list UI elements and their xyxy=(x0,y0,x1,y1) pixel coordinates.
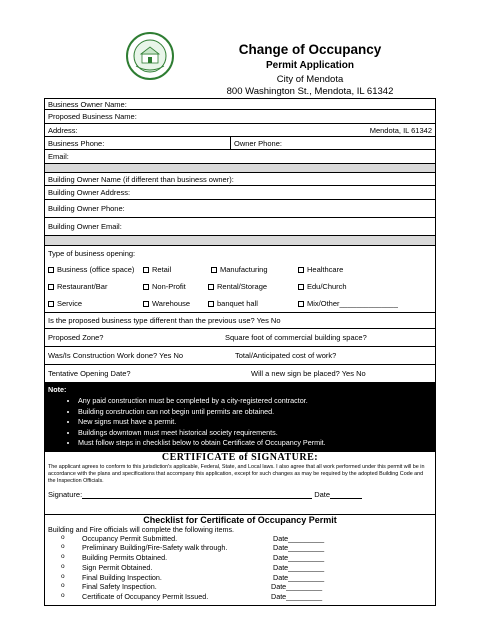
checkbox-icon xyxy=(143,301,149,307)
checkbox-icon xyxy=(48,267,54,273)
new-sign-label[interactable]: Will a new sign be placed? Yes No xyxy=(251,369,366,378)
address-value: Mendota, IL 61342 xyxy=(369,125,432,135)
checklist-item: o Sign Permit Obtained. Date_________ xyxy=(61,562,325,572)
checklist-list xyxy=(45,534,435,603)
checklist-item: o Final Building Inspection. Date_________ xyxy=(61,572,325,582)
option-business-office[interactable]: Business (office space) xyxy=(48,265,134,274)
business-phone-label: Business Phone: xyxy=(48,138,105,148)
building-owner-name-field[interactable] xyxy=(45,173,435,186)
checklist-date-field[interactable]: Date_________ xyxy=(271,582,323,592)
note-section xyxy=(45,383,435,452)
option-edu-church[interactable]: Edu/Church xyxy=(298,282,347,291)
section-divider xyxy=(45,164,435,173)
option-healthcare[interactable]: Healthcare xyxy=(298,265,343,274)
business-owner-name-label: Business Owner Name: xyxy=(48,99,127,109)
checkbox-icon xyxy=(143,284,149,290)
option-non-profit[interactable]: Non-Profit xyxy=(143,282,186,291)
option-warehouse[interactable]: Warehouse xyxy=(143,299,190,308)
section-divider xyxy=(45,236,435,246)
note-list xyxy=(48,396,432,449)
checkbox-icon xyxy=(48,301,54,307)
checklist-item: o Building Permits Obtained. Date_________ xyxy=(61,553,325,563)
certificate-title: CERTIFICATE of SIGNATURE: xyxy=(161,451,319,463)
checkbox-icon xyxy=(298,301,304,307)
square-footage-label[interactable]: Square foot of commercial building space? xyxy=(225,333,367,342)
proposed-zone-label[interactable]: Proposed Zone? xyxy=(48,333,104,342)
checklist-intro: Building and Fire officials will complete the following items. xyxy=(48,524,235,534)
note-item: • New signs must have a permit. xyxy=(78,417,432,428)
building-owner-phone-label: Building Owner Phone: xyxy=(48,204,125,213)
bullet-icon: o xyxy=(61,543,65,551)
proposed-business-name-field[interactable] xyxy=(45,110,435,124)
option-restaurant-bar[interactable]: Restaurant/Bar xyxy=(48,282,107,291)
opening-date-label[interactable]: Tentative Opening Date? xyxy=(48,369,131,378)
city-address: 800 Washington St., Mendota, IL 61342 xyxy=(226,86,394,97)
checklist-date-field[interactable]: Date_________ xyxy=(273,543,325,553)
bullet-icon: o xyxy=(61,582,65,590)
signature-label: Signature: xyxy=(48,490,83,500)
checkbox-icon xyxy=(143,267,149,273)
building-owner-name-label: Building Owner Name (if different than business owner): xyxy=(48,174,234,184)
note-item: • Must follow steps in checklist below to obtain Certificate of Occupancy Permit. xyxy=(78,438,432,449)
building-owner-address-label: Building Owner Address: xyxy=(48,188,131,197)
checklist-date-field[interactable]: Date_________ xyxy=(273,572,325,582)
option-banquet-hall[interactable]: banquet hall xyxy=(208,299,258,308)
checklist-date-field[interactable]: Date_________ xyxy=(273,562,325,572)
zone-row xyxy=(45,329,435,347)
city-name: City of Mendota xyxy=(276,74,344,85)
business-owner-name-field[interactable] xyxy=(45,99,435,110)
checkbox-icon xyxy=(208,284,214,290)
construction-done-label[interactable]: Was/Is Construction Work done? Yes No xyxy=(48,351,184,360)
signature-line xyxy=(45,490,435,499)
email-field[interactable] xyxy=(45,150,435,164)
option-retail[interactable]: Retail xyxy=(143,265,171,274)
note-heading: Note: xyxy=(48,385,67,394)
building-owner-phone-field[interactable] xyxy=(45,200,435,218)
building-owner-email-label: Building Owner Email: xyxy=(48,222,122,231)
business-phone-field[interactable] xyxy=(45,137,230,149)
checklist-item: o Final Safety Inspection. Date_________ xyxy=(61,582,323,592)
bullet-icon: o xyxy=(61,562,65,570)
signature-date-field[interactable] xyxy=(330,491,362,499)
different-type-question[interactable]: Is the proposed business type different than the previous use? Yes No xyxy=(45,313,435,329)
checklist-section xyxy=(45,515,435,605)
option-manufacturing[interactable]: Manufacturing xyxy=(211,265,268,274)
business-type-section xyxy=(45,246,435,313)
bullet-icon: o xyxy=(61,592,65,600)
bullet-icon: o xyxy=(61,533,65,541)
address-field[interactable] xyxy=(45,124,435,137)
proposed-business-name-label: Proposed Business Name: xyxy=(48,112,137,121)
page-subtitle: Permit Application xyxy=(266,60,354,71)
checkbox-icon xyxy=(298,267,304,273)
business-type-row xyxy=(48,282,435,299)
option-rental-storage[interactable]: Rental/Storage xyxy=(208,282,267,291)
email-label: Email: xyxy=(48,152,69,161)
option-service[interactable]: Service xyxy=(48,299,82,308)
certificate-text: The applicant agrees to conform to this jurisdiction's applicable, Federal, State, and Local laws. I also agree that all work performed under this permit will be in accordance with the plans and specifications that accompany this application, except for such changes as may be required by the adopted Building Code and the Inspection Officials. xyxy=(48,463,425,485)
business-type-label: Type of business opening: xyxy=(48,249,136,258)
owner-phone-field[interactable] xyxy=(230,137,435,149)
checkbox-icon xyxy=(48,284,54,290)
address-label: Address: xyxy=(48,125,78,135)
checkbox-icon xyxy=(298,284,304,290)
building-owner-email-field[interactable] xyxy=(45,218,435,236)
application-form xyxy=(44,98,436,606)
checklist-item: o Certificate of Occupancy Permit Issued. Date_________ xyxy=(61,592,323,602)
construction-row xyxy=(45,347,435,365)
note-item: • Buildings downtown must meet historical society requirements. xyxy=(78,428,432,439)
checklist-date-field[interactable]: Date_________ xyxy=(271,592,323,602)
bullet-icon: o xyxy=(61,553,65,561)
checklist-title: Checklist for Certificate of Occupancy Permit xyxy=(143,514,337,525)
checkbox-icon xyxy=(208,301,214,307)
checklist-date-field[interactable]: Date_________ xyxy=(273,553,325,563)
business-type-row xyxy=(48,265,435,282)
checklist-item: o Preliminary Building/Fire-Safety walk through. Date_________ xyxy=(61,543,325,553)
construction-cost-label[interactable]: Total/Anticipated cost of work? xyxy=(235,351,337,360)
signature-field[interactable] xyxy=(82,491,312,499)
bullet-icon: o xyxy=(61,572,65,580)
option-mix-other[interactable]: Mix/Other______________ xyxy=(298,299,398,308)
checklist-item: o Occupancy Permit Submitted. Date_________ xyxy=(61,533,325,543)
building-owner-address-field[interactable] xyxy=(45,186,435,200)
checkbox-icon xyxy=(211,267,217,273)
owner-phone-label: Owner Phone: xyxy=(234,138,282,148)
note-item: • Any paid construction must be completed by a city-registered contractor. xyxy=(78,396,432,407)
business-type-row xyxy=(48,299,435,314)
page-title: Change of Occupancy xyxy=(238,42,382,57)
certificate-section xyxy=(45,452,435,515)
opening-row xyxy=(45,365,435,383)
signature-date-label: Date xyxy=(314,490,331,500)
note-item: • Building construction can not begin until permits are obtained. xyxy=(78,407,432,418)
checklist-date-field[interactable]: Date_________ xyxy=(273,533,325,543)
